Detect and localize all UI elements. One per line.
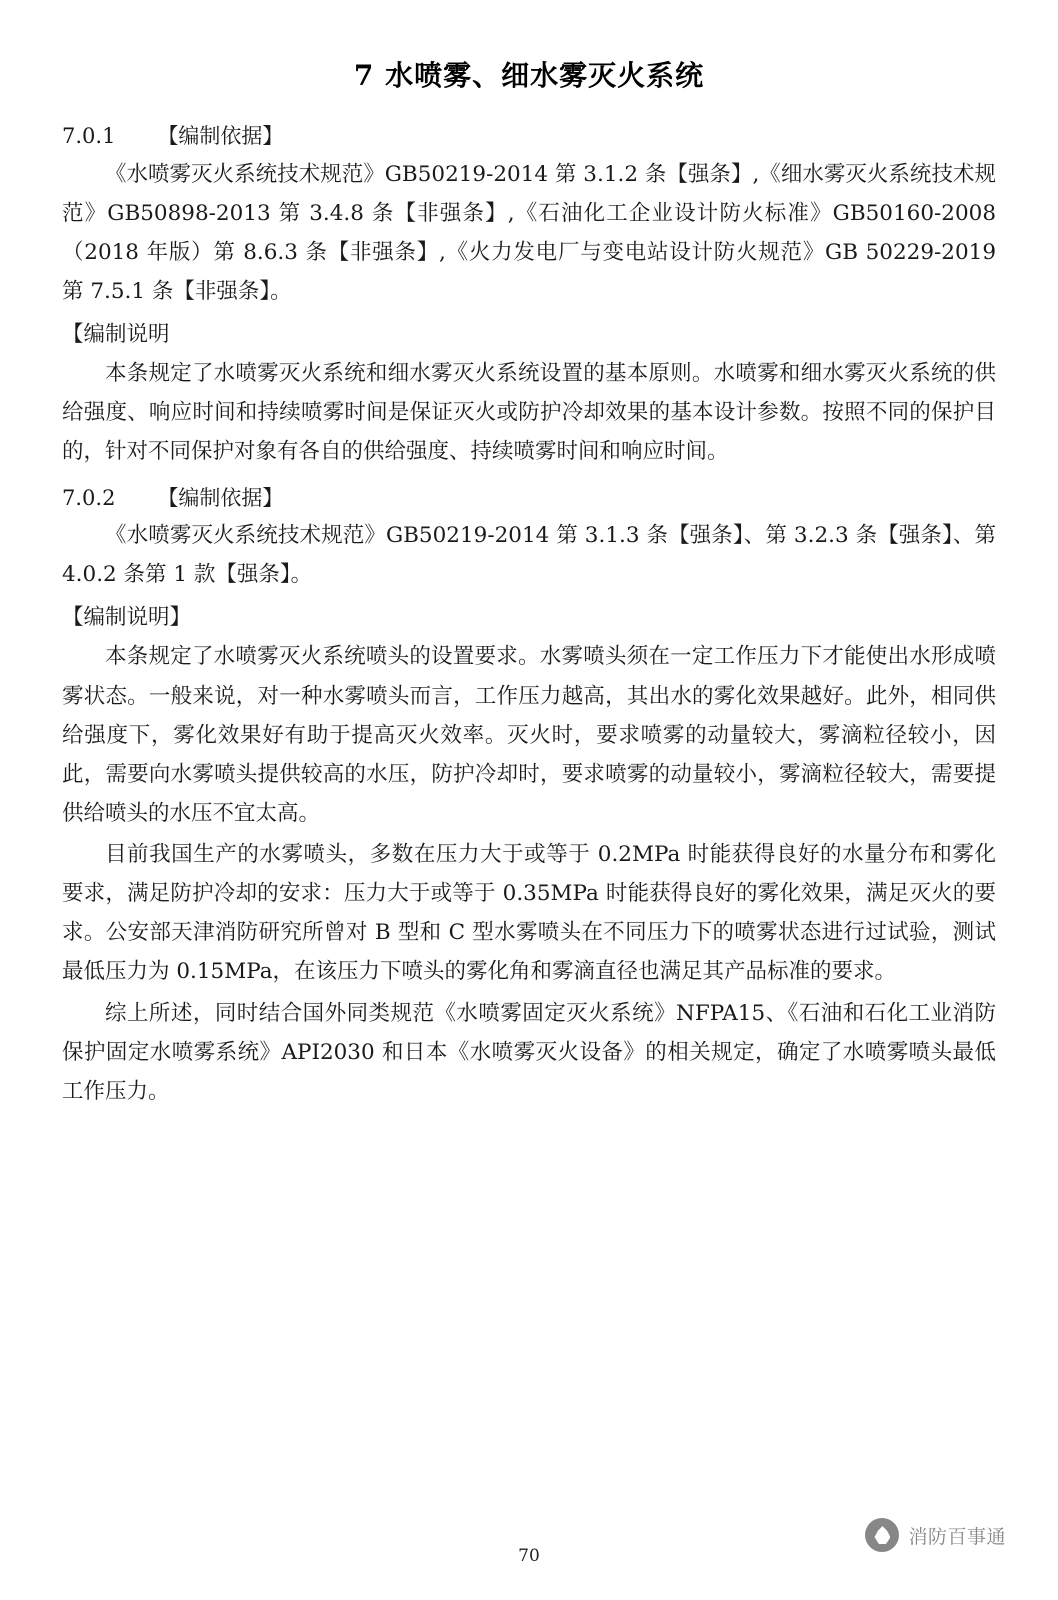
page-number: 70 — [518, 1546, 540, 1566]
clause-heading-7-0-1 — [62, 120, 996, 153]
clause-heading-7-0-2 — [62, 482, 996, 515]
clause-basis-label: 【编制依据】 — [157, 124, 284, 148]
clause-explain-label: 【编制说明 — [62, 322, 170, 348]
clause-explain-paragraph: 综上所述，同时结合国外同类规范《水喷雾固定灭火系统》NFPA15、《石油和石化工业消防保护固定水喷雾系统》API2030 和日本《水喷雾灭火设备》的相关规定，确定了水喷雾喷头最低工作压力。 — [62, 1000, 996, 1104]
clause-explain-paragraph: 本条规定了水喷雾灭火系统和细水雾灭火系统设置的基本原则。水喷雾和细水雾灭火系统的供给强度、响应时间和持续喷雾时间是保证灭火或防护冷却效果的基本设计参数。按照不同的保护目的，针对不同保护对象有各自的供给强度、持续喷雾时间和响应时间。 — [62, 361, 996, 465]
watermark — [865, 1518, 1006, 1552]
clause-basis-paragraph: 《水喷雾灭火系统技术规范》GB50219-2014 第 3.1.3 条【强条】、第 3.2.3 条【强条】、第 4.0.2 条第 1 款【强条】。 — [62, 523, 996, 588]
clause-basis-label: 【编制依据】 — [157, 485, 284, 510]
clause-number: 7.0.1 — [62, 124, 116, 148]
clause-basis-paragraph: 《水喷雾灭火系统技术规范》GB50219-2014 第 3.1.2 条【强条】,《细水雾灭火系统技术规范》GB50898-2013 第 3.4.8 条【非强条】,《石油化工企业设计防火标准》GB50160-2008（2018 年版）第 8.6.3 条【非强条】,《火力发电厂与变电站设计防火规范》GB 50229-2019 第 7.5.1 条【非强条】。 — [62, 161, 996, 304]
watermark-label: 消防百事通 — [908, 1525, 1006, 1548]
page-title: 7 水喷雾、细水雾灭火系统 — [353, 59, 705, 92]
clause-explain-paragraph: 目前我国生产的水雾喷头，多数在压力大于或等于 0.2MPa 时能获得良好的水量分布和雾化要求，满足防护冷却的安求：压力大于或等于 0.35MPa 时能获得良好的雾化效果，满足灭火的要求。公安部天津消防研究所曾对 B 型和 C 型水雾喷头在不同压力下的喷雾状态进行过试验，测试最低压力为 0.15MPa，在该压力下喷头的雾化角和雾滴直径也满足其产品标准的要求。 — [62, 842, 996, 985]
clause-number: 7.0.2 — [62, 485, 116, 510]
fire-shield-icon — [865, 1518, 899, 1552]
clause-explain-label: 【编制说明】 — [62, 605, 192, 631]
clause-explain-paragraph: 本条规定了水喷雾灭火系统喷头的设置要求。水雾喷头须在一定工作压力下才能使出水形成喷雾状态。一般来说，对一种水雾喷头而言，工作压力越高，其出水的雾化效果越好。此外，相同供给强度下，雾化效果好有助于提高灭火效率。灭火时，要求喷雾的动量较大，雾滴粒径较小，因此，需要向水雾喷头提供较高的水压，防护冷却时，要求喷雾的动量较小，雾滴粒径较大，需要提供给喷头的水压不宜太高。 — [62, 644, 996, 826]
